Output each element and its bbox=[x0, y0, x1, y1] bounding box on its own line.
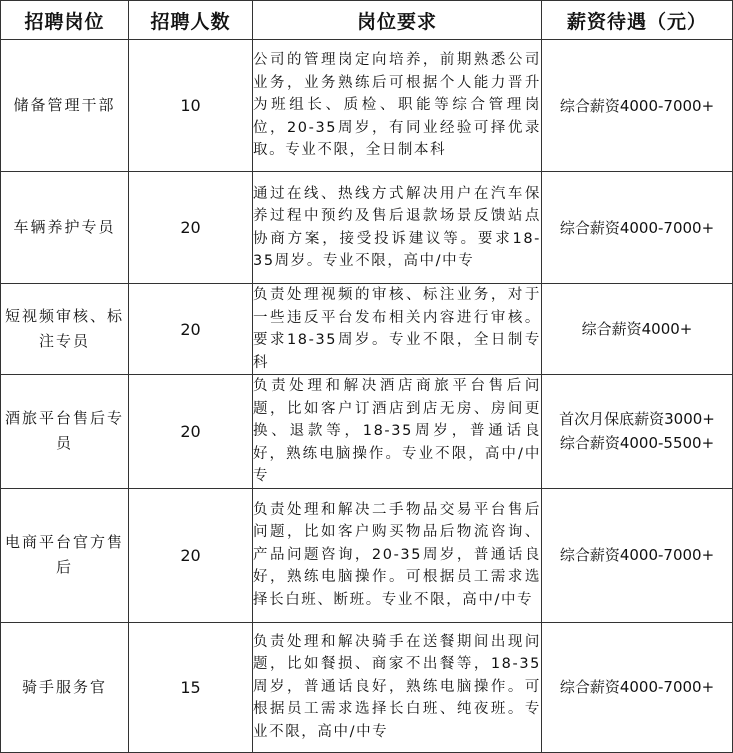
table-row bbox=[1, 284, 733, 375]
requirement-cell: 负责处理和解决骑手在送餐期间出现问题，比如餐损、商家不出餐等，18-35周岁，普通话良好，熟练电脑操作。可根据员工需求选择长白班、纯夜班。专业不限，高中/中专 bbox=[253, 622, 542, 752]
position-cell: 骑手服务官 bbox=[1, 622, 129, 752]
salary-cell bbox=[542, 284, 733, 375]
salary-line: 综合薪资4000-5500+ bbox=[559, 434, 715, 453]
count-cell: 20 bbox=[129, 284, 253, 375]
position-cell: 酒旅平台售后专员 bbox=[1, 375, 129, 489]
salary-cell bbox=[542, 172, 733, 284]
requirement-cell: 公司的管理岗定向培养，前期熟悉公司业务，业务熟练后可根据个人能力晋升为班组长、质检、职能等综合管理岗位，20-35周岁，有同业经验可择优录取。专业不限，全日制本科 bbox=[253, 40, 542, 172]
table-row bbox=[1, 622, 733, 752]
position-cell: 短视频审核、标注专员 bbox=[1, 284, 129, 375]
header-count: 招聘人数 bbox=[129, 1, 253, 40]
count-cell: 10 bbox=[129, 40, 253, 172]
salary-line: 综合薪资4000-7000+ bbox=[559, 678, 715, 696]
salary-cell bbox=[542, 40, 733, 172]
salary-cell bbox=[542, 375, 733, 489]
header-requirement: 岗位要求 bbox=[253, 1, 542, 40]
salary-line: 综合薪资4000-7000+ bbox=[559, 218, 715, 237]
table-row bbox=[1, 375, 733, 489]
table-row bbox=[1, 172, 733, 284]
position-cell: 储备管理干部 bbox=[1, 40, 129, 172]
count-cell: 20 bbox=[129, 488, 253, 622]
salary-cell bbox=[542, 622, 733, 752]
position-cell: 电商平台官方售后 bbox=[1, 488, 129, 622]
count-cell: 20 bbox=[129, 375, 253, 489]
count-cell: 20 bbox=[129, 172, 253, 284]
requirement-cell: 通过在线、热线方式解决用户在汽车保养过程中预约及售后退款场景反馈站点协商方案，接受投诉建议等。要求18-35周岁。专业不限，高中/中专 bbox=[253, 172, 542, 284]
salary-line: 综合薪资4000-7000+ bbox=[559, 546, 715, 564]
requirement-cell: 负责处理和解决二手物品交易平台售后问题，比如客户购买物品后物流咨询、产品问题咨询，20-35周岁，普通话良好，熟练电脑操作。可根据员工需求选择长白班、断班。专业不限，高中/中专 bbox=[253, 488, 542, 622]
salary-cell bbox=[542, 488, 733, 622]
requirement-cell: 负责处理和解决酒店商旅平台售后问题，比如客户订酒店到店无房、房间更换、退款等，18-35周岁，普通话良好，熟练电脑操作。专业不限，高中/中专 bbox=[253, 375, 542, 489]
header-salary: 薪资待遇（元） bbox=[542, 1, 733, 40]
requirement-cell: 负责处理视频的审核、标注业务，对于一些违反平台发布相关内容进行审核。要求18-35周岁。专业不限，全日制专科 bbox=[253, 284, 542, 375]
table-row bbox=[1, 488, 733, 622]
count-cell: 15 bbox=[129, 622, 253, 752]
header-row bbox=[1, 1, 733, 40]
salary-line: 首次月保底薪资3000+ bbox=[559, 410, 715, 429]
table-row bbox=[1, 40, 733, 172]
salary-line: 综合薪资4000+ bbox=[581, 320, 693, 338]
header-position: 招聘岗位 bbox=[1, 1, 129, 40]
salary-line: 综合薪资4000-7000+ bbox=[559, 96, 715, 115]
position-cell: 车辆养护专员 bbox=[1, 172, 129, 284]
